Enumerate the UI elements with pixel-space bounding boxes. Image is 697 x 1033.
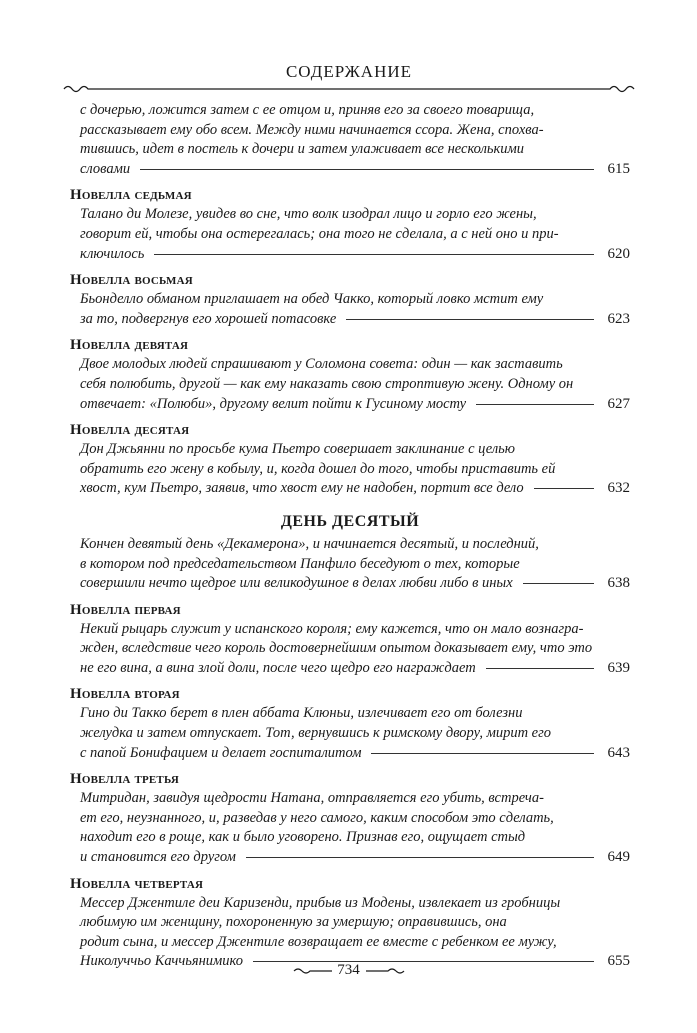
entry-desc-line: жден, вследствие чего король достовернейшим опытом доказывает ему, что это: [80, 640, 593, 657]
leader-line: [523, 583, 594, 584]
page-number: 632: [607, 480, 630, 497]
entry-desc-line: в котором под председательством Панфило беседуют о тех, которые: [80, 555, 520, 572]
page-title: СОДЕРЖАНИЕ: [285, 62, 413, 81]
entry-last-line: [80, 744, 630, 764]
entry-description: [70, 620, 630, 679]
ornamental-rule: [62, 82, 636, 96]
entry-description: [70, 290, 630, 329]
entry-description: [70, 894, 630, 972]
entry-desc-line: любимую им женщину, похороненную за умершую; оправившись, она: [80, 914, 507, 931]
entry-description: [70, 704, 630, 763]
entry-last-line: [80, 310, 630, 330]
entry-last-line: [80, 395, 630, 415]
entry-description: [70, 440, 630, 499]
entry-desc-line: родит сына, и мессер Джентиле возвращает ее вместе с ребенком ее мужу,: [80, 933, 557, 950]
page-number: 620: [607, 245, 630, 262]
entry-desc-line: говорит ей, чтобы она остерегалась; она того не сделала, а с ней оно и при-: [80, 225, 559, 242]
leader-line: [371, 753, 594, 754]
entry-description: [70, 355, 630, 414]
entry-desc-line: тившись, идет в постель к дочери и затем улаживает все несколькими: [80, 141, 525, 158]
entry-title: Новелла четвертая: [70, 875, 204, 892]
entry-last-line: [80, 245, 630, 265]
entry-description: [70, 205, 630, 264]
page-header: [62, 62, 636, 102]
entry-title: Новелла восьмая: [70, 272, 193, 289]
entry-description: [70, 535, 630, 594]
entry-desc-line: и становится его другом: [80, 849, 236, 866]
entry-desc-line: Двое молодых людей спрашивают у Соломона совета: один — как заставить: [80, 356, 563, 373]
entry-desc-line: с папой Бонифацием и делает госпиталитом: [80, 744, 362, 761]
toc-entry[interactable]: [70, 335, 630, 414]
entry-title: Новелла седьмая: [70, 187, 192, 204]
entry-desc-line: Гино ди Такко берет в плен аббата Клюньи, излечивает его от болезни: [80, 705, 523, 722]
entry-desc-line: себя полюбить, другой — как ему наказать свою строптивую жену. Одному он: [80, 375, 574, 392]
footer-ornament-right: [364, 966, 406, 976]
toc-entry[interactable]: [70, 420, 630, 499]
page-number: 623: [607, 310, 630, 327]
entry-desc-line: не его вина, а вина злой доли, после чего щедро его награждает: [80, 659, 476, 676]
leader-line: [486, 668, 594, 669]
entry-last-line: [80, 848, 630, 868]
footer-ornament-left: [292, 966, 334, 976]
toc-day-entry[interactable]: [70, 535, 630, 594]
toc-entry[interactable]: [70, 769, 630, 867]
toc-entry[interactable]: [70, 270, 630, 329]
page-footer: [0, 962, 697, 979]
entry-desc-line: Кончен девятый день «Декамерона», и начинается десятый, и последний,: [80, 535, 539, 552]
entry-desc-line: за то, подвергнув его хорошей потасовке: [80, 310, 337, 327]
toc-entry[interactable]: [70, 185, 630, 264]
folio-number: 734: [337, 962, 360, 978]
toc-entry[interactable]: [70, 600, 630, 679]
entry-desc-line: желудка и затем отпускает. Тот, вернувшись к римскому двору, мирит его: [80, 725, 552, 742]
entry-desc-line: отвечает: «Полюби», другому велит пойти к Гусиному мосту: [80, 395, 467, 412]
day-heading: ДЕНЬ ДЕСЯТЫЙ: [280, 512, 420, 530]
entry-desc-line: совершили нечто щедрое или великодушное в делах любви либо в иных: [80, 575, 513, 592]
toc-entry[interactable]: [70, 874, 630, 972]
entry-desc-line: с дочерью, ложится затем с ее отцом и, приняв его за своего товарища,: [80, 102, 535, 118]
leader-line: [246, 857, 594, 858]
entry-title: Новелла первая: [70, 601, 181, 618]
entry-desc-line: Некий рыцарь служит у испанского короля; ему кажется, что он мало вознагра-: [80, 620, 584, 637]
entry-desc-line: находит его в роще, как и было уговорено. Признав его, ощущает стыд: [80, 829, 526, 846]
entry-desc-line: рассказывает ему обо всем. Между ними начинается ссора. Жена, спохва-: [80, 121, 544, 138]
leader-line: [140, 169, 594, 170]
toc-content: [70, 101, 630, 978]
page-number: 639: [607, 659, 630, 676]
leader-line: [534, 488, 594, 489]
entry-last-line: [80, 659, 630, 679]
page-number: 627: [607, 395, 630, 412]
entry-desc-line: Николуччьо Каччьянимико: [80, 953, 244, 970]
toc-entry-continued: [70, 101, 630, 179]
entry-desc-line: ет его, неузнанного, и, разведав у него самого, каким способом это сделать,: [80, 809, 554, 826]
entry-desc-line: словами: [80, 160, 131, 177]
page-number: 649: [607, 849, 630, 866]
entry-last-line: [80, 160, 630, 180]
page-number: 655: [607, 953, 630, 970]
leader-line: [154, 254, 594, 255]
page-number: 638: [607, 575, 630, 592]
toc-entry[interactable]: [70, 684, 630, 763]
entry-title: Новелла третья: [70, 771, 179, 788]
entry-desc-line: Бьонделло обманом приглашает на обед Чакко, который ловко мстит ему: [80, 291, 544, 308]
entry-desc-line: Талано ди Молезе, увидев во сне, что волк изодрал лицо и горло его жены,: [80, 206, 537, 223]
entry-desc-line: Митридан, завидуя щедрости Натана, отправляется его убить, встреча-: [80, 790, 544, 807]
entry-desc-line: обратить его жену в кобылу, и, когда дошел до того, чтобы приставить ей: [80, 460, 556, 477]
entry-description: [70, 789, 630, 867]
entry-desc-line: ключилось: [80, 245, 145, 262]
entry-title: Новелла вторая: [70, 686, 180, 703]
entry-desc-line: Мессер Джентиле деи Каризенди, прибыв из Модены, извлекает из гробницы: [80, 894, 561, 911]
entry-title: Новелла десятая: [70, 422, 190, 439]
entry-desc-line: Дон Джьянни по просьбе кума Пьетро совершает заклинание с целью: [80, 441, 515, 458]
leader-line: [346, 319, 594, 320]
entry-title: Новелла девятая: [70, 337, 189, 354]
leader-line: [476, 404, 594, 405]
entry-last-line: [80, 574, 630, 594]
page-number: 643: [607, 744, 630, 761]
page-number: 615: [607, 160, 630, 177]
entry-desc-line: хвост, кум Пьетро, заявив, что хвост ему не надобен, портит все дело: [80, 480, 524, 497]
entry-last-line: [80, 479, 630, 499]
